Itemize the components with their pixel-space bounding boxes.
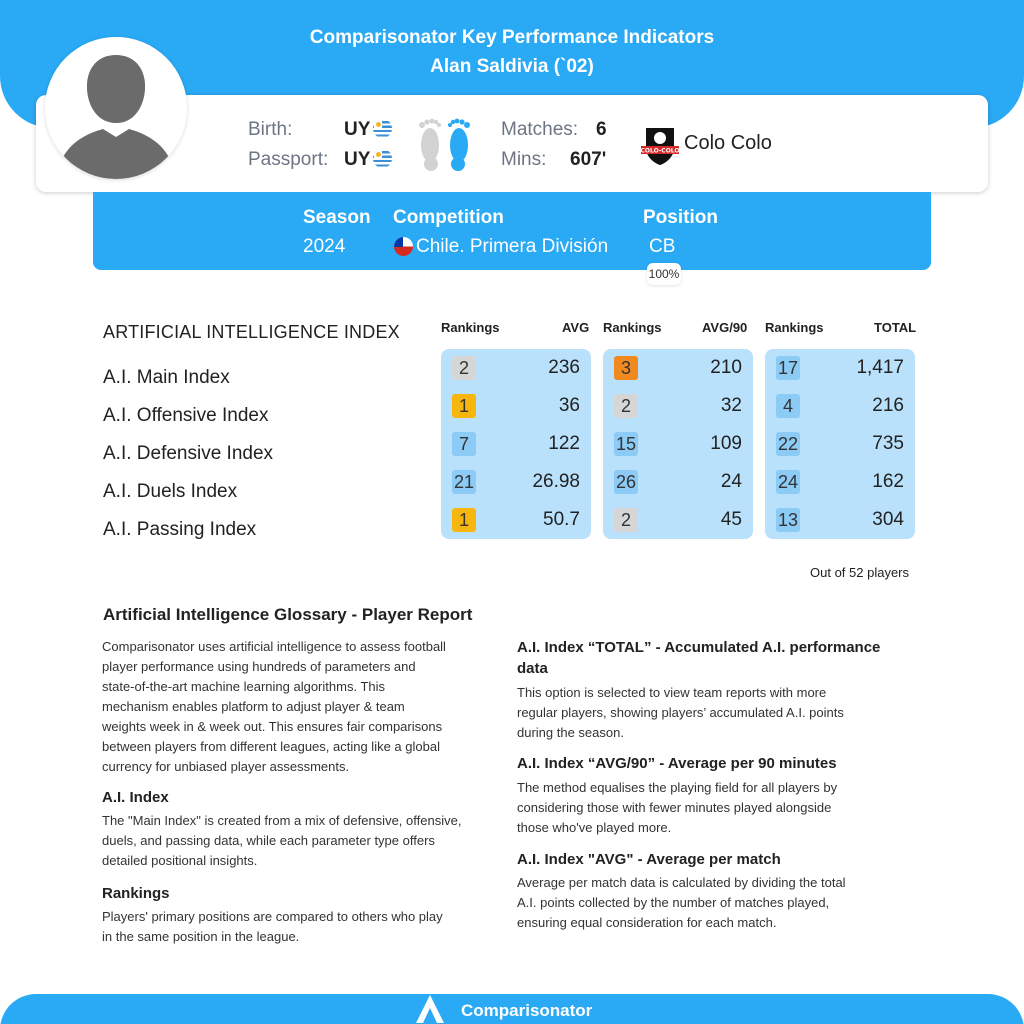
avg90-value-passing: 45 <box>720 509 742 530</box>
avg90-value-defensive: 109 <box>710 433 742 454</box>
avg-rank-offensive: 1 <box>452 394 476 418</box>
glossary-total-text: This option is selected to view team reports with more regular players, showing players’ accumulated A.I. points during the season. <box>517 685 844 740</box>
glossary-rankings-text: Players' primary positions are compared to others who play in the same position in the league. <box>102 909 443 944</box>
glossary-ai-index-text: The "Main Index" is created from a mix of defensive, offensive, duels, and passing data, while each parameter type offers detailed positional insights. <box>102 813 462 868</box>
total-rankings-header: Rankings <box>765 320 824 335</box>
avg-header: AVG <box>562 320 590 335</box>
total-rank-main: 17 <box>777 358 799 378</box>
avg90-value-main: 210 <box>710 357 742 378</box>
season-label: Season <box>303 207 371 228</box>
glossary-rankings-heading: Rankings <box>102 885 170 902</box>
passport-label: Passport: <box>248 149 329 170</box>
footedness-icon <box>414 112 476 174</box>
club-badge-text: COLO-COLO <box>640 147 680 155</box>
season-bar <box>93 192 931 270</box>
ai-index-title: ARTIFICIAL INTELLIGENCE INDEX <box>103 322 400 342</box>
avg90-rank-passing: 2 <box>614 508 638 532</box>
total-value-duels: 162 <box>872 471 904 492</box>
player-silhouette-icon <box>45 37 187 179</box>
birth-label: Birth: <box>248 119 293 140</box>
avg-value-main: 236 <box>548 357 580 378</box>
row-label-passing-index: A.I. Passing Index <box>103 519 257 540</box>
total-value-offensive: 216 <box>872 395 904 416</box>
footer-brand: Comparisonator <box>461 1001 593 1020</box>
total-rank-defensive: 22 <box>777 434 799 454</box>
avg-value-duels: 26.98 <box>532 471 580 492</box>
avg-rank-defensive: 7 <box>452 432 476 456</box>
avg-rankings-header: Rankings <box>441 320 500 335</box>
total-header: TOTAL <box>874 320 917 335</box>
birth-value: UY <box>344 119 371 140</box>
chile-flag-icon <box>394 237 413 256</box>
glossary-avg-heading: A.I. Index "AVG" - Average per match <box>517 851 781 868</box>
avg-rank-main: 2 <box>452 356 476 380</box>
avg90-rank-defensive: 15 <box>615 434 637 454</box>
position-value: CB <box>649 236 676 257</box>
row-label-offensive-index: A.I. Offensive Index <box>103 405 269 426</box>
comparisonator-logo-icon <box>410 993 450 1024</box>
avg90-rank-duels: 26 <box>615 472 637 492</box>
matches-value: 6 <box>596 119 607 140</box>
season-value: 2024 <box>303 236 346 257</box>
total-value-defensive: 735 <box>872 433 904 454</box>
glossary-avg90-heading: A.I. Index “AVG/90” - Average per 90 minutes <box>517 755 837 772</box>
avg90-rank-offensive: 2 <box>614 394 638 418</box>
total-rank-passing: 13 <box>777 510 799 530</box>
avg90-value-offensive: 32 <box>720 395 742 416</box>
total-value-passing: 304 <box>872 509 904 530</box>
avatar <box>45 37 187 179</box>
avg90-rank-main: 3 <box>614 356 638 380</box>
total-rank-offensive: 4 <box>776 394 800 418</box>
glossary-total-heading: A.I. Index “TOTAL” - Accumulated A.I. performance data <box>517 639 881 677</box>
matches-label: Matches: <box>501 119 579 140</box>
competition-value: Chile. Primera División <box>416 236 609 257</box>
row-label-main-index: A.I. Main Index <box>103 367 230 388</box>
glossary-avg90-text: The method equalises the playing field for all players by considering those with fewer minutes played alongside those who've played more. <box>517 780 838 835</box>
avg90-rankings-header: Rankings <box>603 320 662 335</box>
club-badge-icon <box>640 126 680 166</box>
player-name: Alan Saldivia (`02) <box>430 56 594 77</box>
avg-rank-duels: 21 <box>453 472 475 492</box>
club-name: Colo Colo <box>684 132 772 154</box>
glossary-avg-text: Average per match data is calculated by dividing the total A.I. points collected by the number of matches played, ensuring equal consideration for each match. <box>517 875 846 930</box>
avg-value-passing: 50.7 <box>543 509 580 530</box>
row-label-defensive-index: A.I. Defensive Index <box>103 443 274 464</box>
avg90-header: AVG/90 <box>702 320 748 335</box>
avg-value-offensive: 36 <box>558 395 580 416</box>
avg-value-defensive: 122 <box>548 433 580 454</box>
competition-label: Competition <box>393 207 504 228</box>
uruguay-flag-icon <box>373 149 392 168</box>
position-percentage-badge: 100% <box>647 263 681 285</box>
uruguay-flag-icon <box>373 119 392 138</box>
glossary-ai-index-heading: A.I. Index <box>102 789 169 806</box>
avg90-value-duels: 24 <box>720 471 742 492</box>
total-value-main: 1,417 <box>856 357 904 378</box>
passport-value: UY <box>344 149 371 170</box>
report-title: Comparisonator Key Performance Indicators <box>309 27 715 48</box>
row-label-duels-index: A.I. Duels Index <box>103 481 238 502</box>
avg-rank-passing: 1 <box>452 508 476 532</box>
minutes-value: 607' <box>570 149 607 170</box>
player-count-footnote: Out of 52 players <box>810 565 909 580</box>
glossary-title: Artificial Intelligence Glossary - Player Report <box>103 605 473 624</box>
position-label: Position <box>643 207 718 228</box>
minutes-label: Mins: <box>501 149 547 170</box>
glossary-intro: Comparisonator uses artificial intelligence to assess football player performance using hundreds of parameters and state-of-the-art machine learning algorithms. This mechanism enables platform to adjust player & team weights week in & week out. This ensures fair comparisons between players from different leagues, acting like a global currency for unbiased player assessments. <box>102 639 446 774</box>
total-rank-duels: 24 <box>777 472 799 492</box>
